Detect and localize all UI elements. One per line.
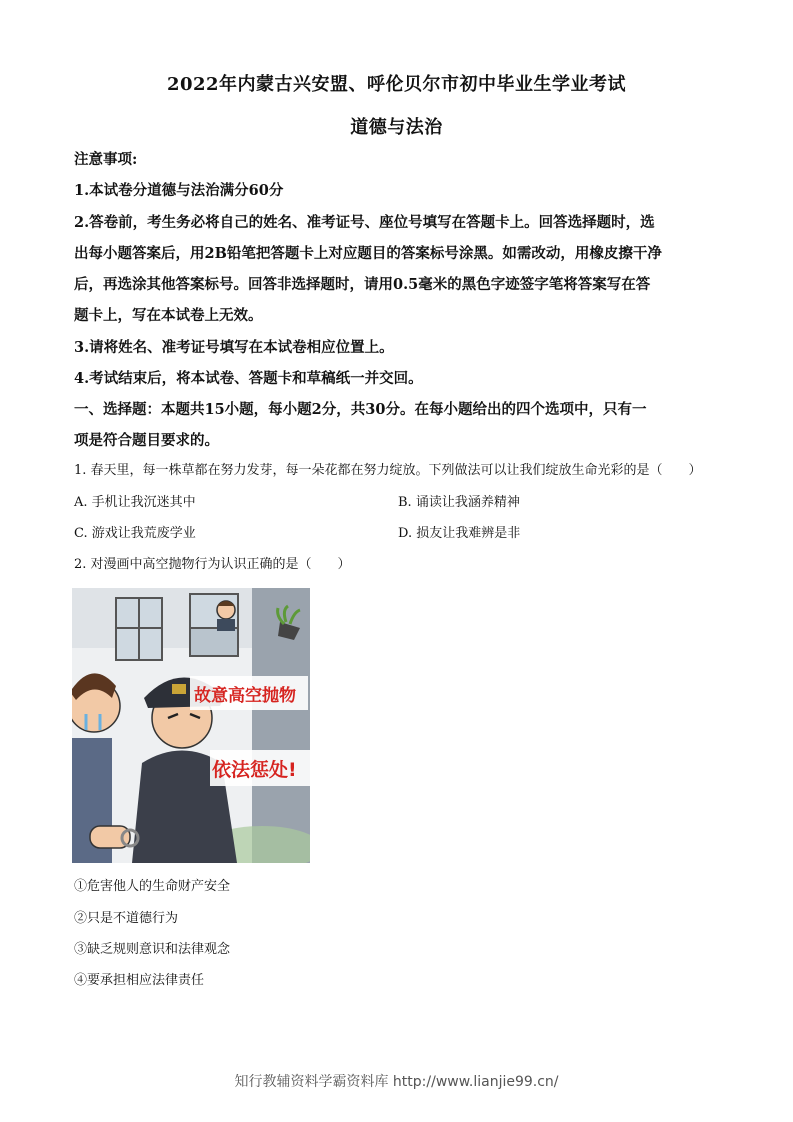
notice-line: 4.考试结束后，将本试卷、答题卡和草稿纸一并交回。 [74, 370, 423, 387]
q1-option-c: C. 游戏让我荒废学业 [74, 526, 196, 541]
notice-line: 2.答卷前，考生务必将自己的姓名、准考证号、座位号填写在答题卡上。回答选择题时，选 [74, 214, 655, 231]
exam-subject: 道德与法治 [350, 117, 443, 138]
notice-line: 题卡上，写在本试卷上无效。 [74, 307, 263, 324]
notice-line: 1.本试卷分道德与法治满分60分 [74, 182, 284, 199]
exam-title: 2022年内蒙古兴安盟、呼伦贝尔市初中毕业生学业考试 [166, 74, 627, 95]
notice-line: 后，再选涂其他答案标号。回答非选择题时，请用0.5毫米的黑色字迹签字笔将答案写在答 [74, 276, 651, 293]
cartoon-caption-top: 故意高空抛物 [194, 686, 296, 706]
notice-heading: 注意事项: [74, 151, 138, 168]
q1-option-d: D. 损友让我难辨是非 [398, 526, 521, 541]
high-altitude-throwing-cartoon [72, 588, 310, 863]
notice-line: 3.请将姓名、准考证号填写在本试卷相应位置上。 [74, 339, 394, 356]
cartoon-caption-bottom: 依法惩处! [212, 759, 297, 781]
footer-watermark: 知行教辅资料学霸资料库 http://www.lianjie99.cn/ [234, 1074, 559, 1090]
question-2-stem: 2. 对漫画中高空抛物行为认识正确的是（ ） [74, 557, 351, 572]
q1-option-b: B. 诵读让我涵养精神 [398, 495, 520, 510]
q2-statement-1: ①危害他人的生命财产安全 [74, 879, 231, 894]
q2-statement-4: ④要承担相应法律责任 [74, 973, 205, 988]
q2-statement-2: ②只是不道德行为 [74, 911, 179, 926]
section-heading: 一、选择题：本题共15小题，每小题2分，共30分。在每小题给出的四个选项中，只有一 [74, 401, 647, 418]
section-heading-cont: 项是符合题目要求的。 [74, 432, 219, 449]
notice-line: 出每小题答案后，用2B铅笔把答题卡上对应题目的答案标号涂黑。如需改动，用橡皮擦干净 [74, 245, 662, 262]
q2-statement-3: ③缺乏规则意识和法律观念 [74, 942, 231, 957]
question-1-stem: 1. 春天里，每一株草都在努力发芽，每一朵花都在努力绽放。下列做法可以让我们绽放生命光彩的是（ ） [74, 463, 702, 478]
q1-option-a: A. 手机让我沉迷其中 [74, 495, 196, 510]
